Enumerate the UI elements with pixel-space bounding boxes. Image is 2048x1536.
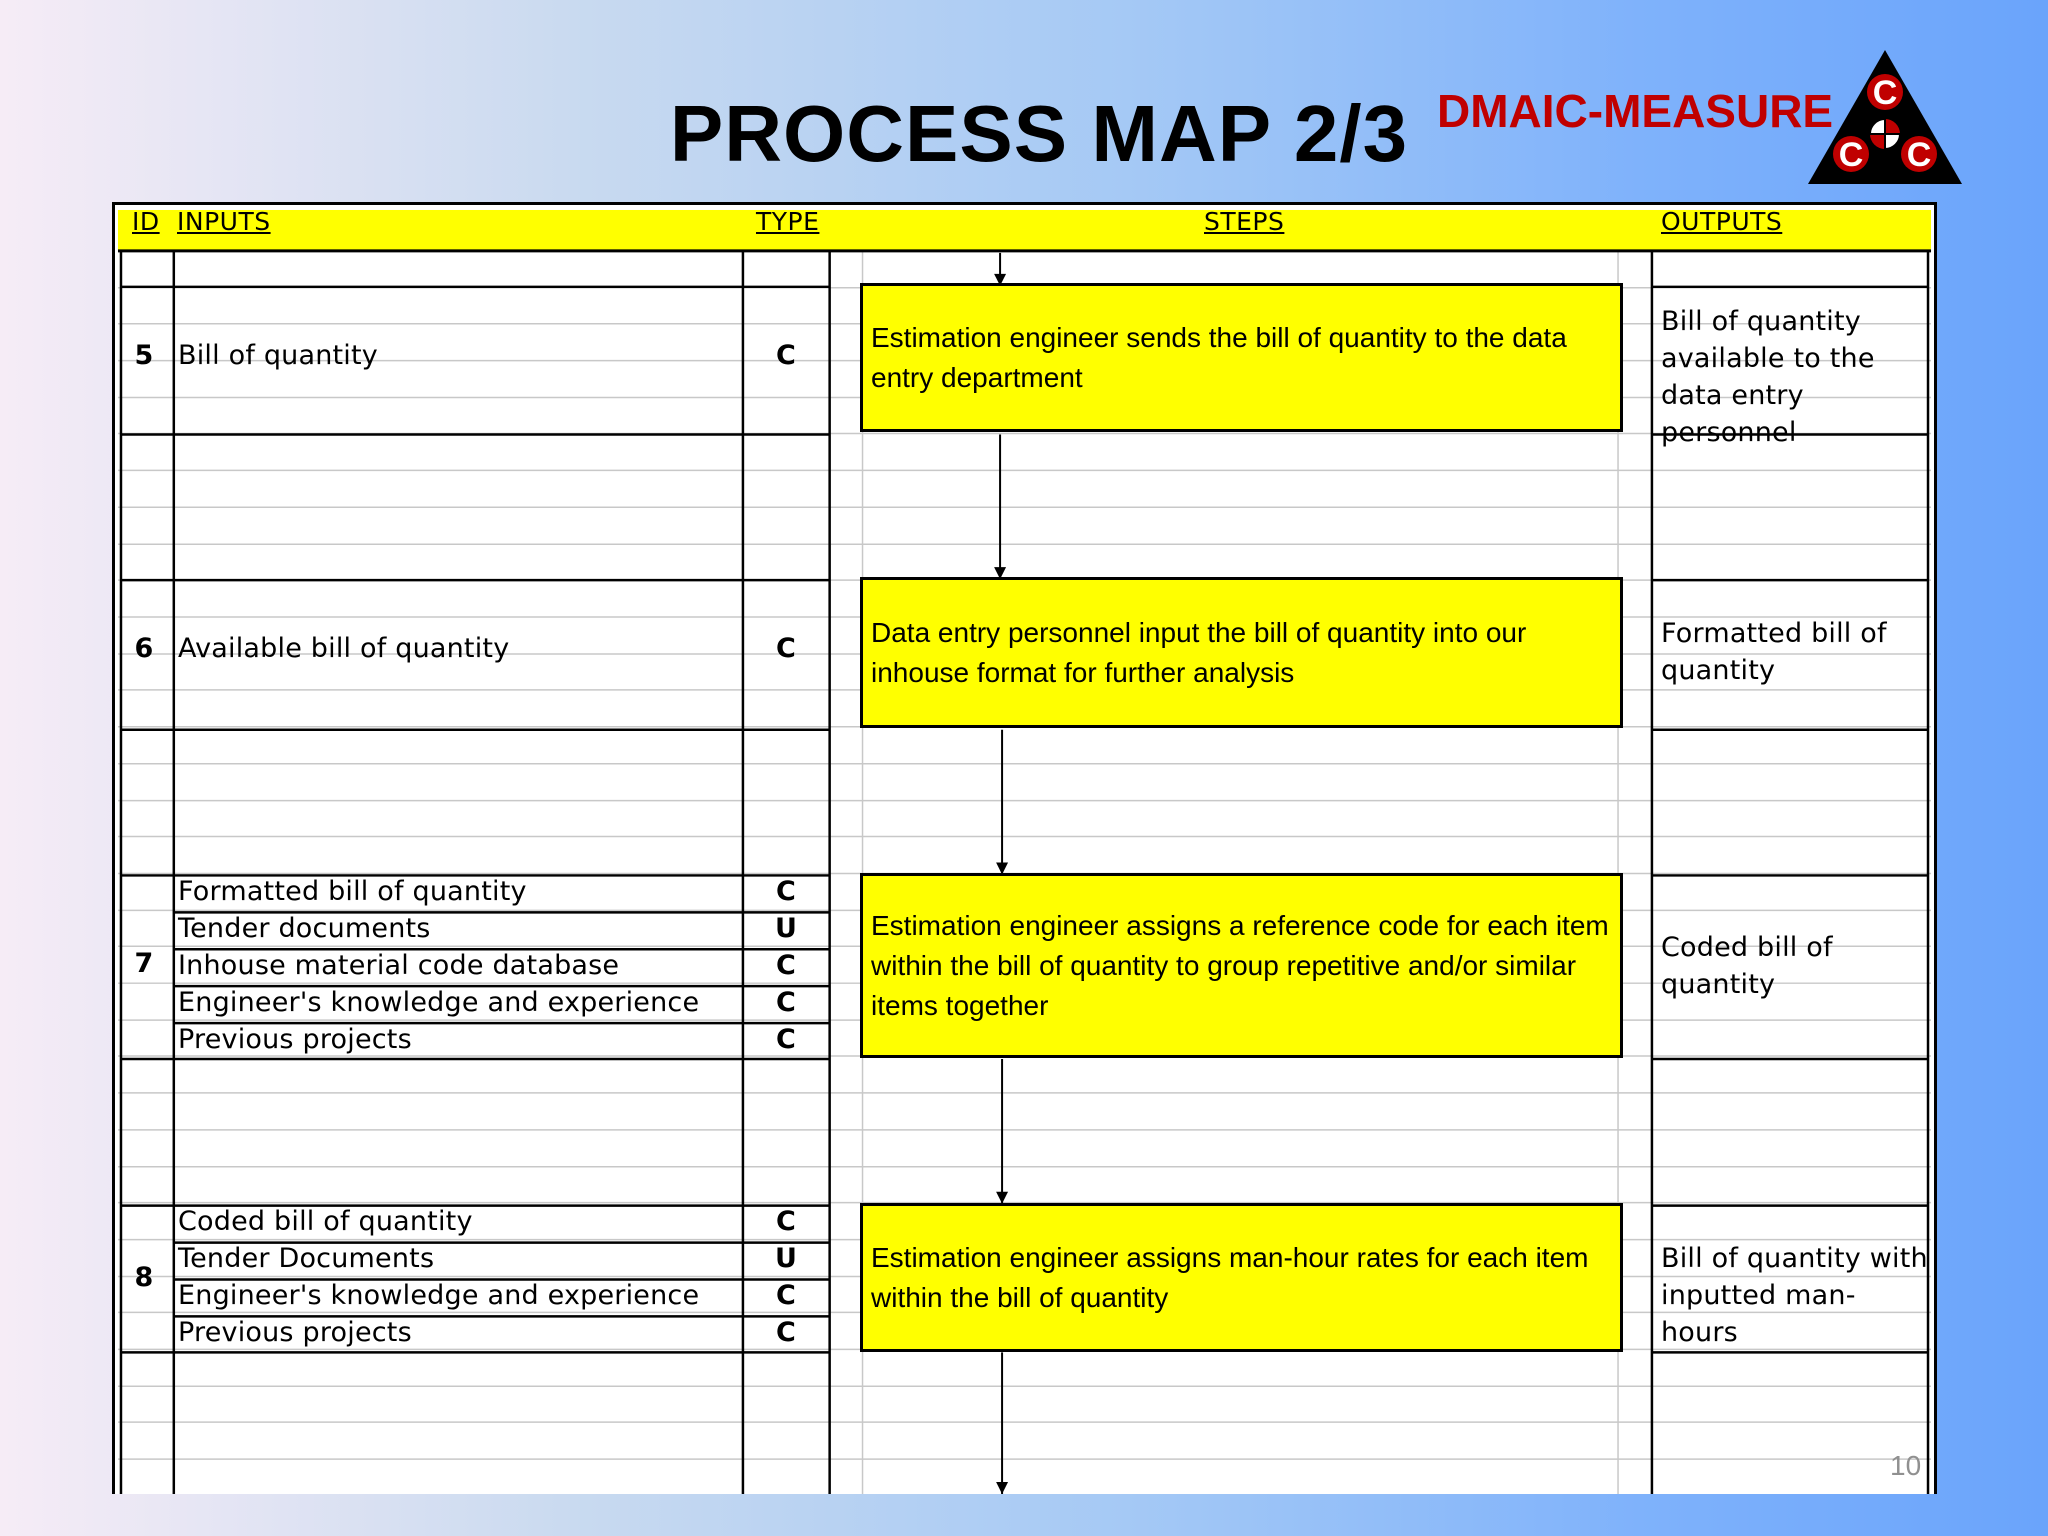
input-item: Previous projects	[178, 1024, 412, 1055]
input-type: U	[774, 913, 798, 944]
input-type: C	[775, 1280, 796, 1311]
row-id: 8	[134, 1262, 154, 1293]
svg-text:C: C	[1838, 136, 1864, 174]
input-item: Tender documents	[178, 913, 431, 944]
input-item: Coded bill of quantity	[178, 1206, 473, 1237]
input-item: Inhouse material code database	[178, 950, 620, 981]
step-output: Bill of quantity with inputted man-hours	[1661, 1243, 1928, 1348]
slide-subtitle: DMAIC-MEASURE	[1437, 85, 1834, 137]
row-id: 5	[134, 340, 154, 371]
header-inputs: INPUTS	[177, 207, 271, 236]
input-item: Previous projects	[178, 1317, 412, 1348]
input-type: C	[775, 987, 796, 1018]
process-step-box	[860, 283, 1623, 432]
svg-text:C: C	[1906, 136, 1932, 174]
input-item: Available bill of quantity	[178, 633, 510, 664]
input-type: C	[775, 633, 796, 664]
input-item: Bill of quantity	[178, 340, 378, 371]
step-output: Coded bill of quantity	[1661, 932, 1833, 1000]
input-type: C	[775, 876, 796, 907]
step-text: Estimation engineer assigns a reference code for each item within the bill of quantity to group repetitive and/or similar items together	[871, 909, 1609, 1021]
input-type: C	[775, 340, 796, 371]
input-item: Tender Documents	[178, 1243, 435, 1274]
company-logo	[1806, 48, 1964, 186]
header-id: ID	[132, 207, 160, 236]
input-item: Engineer's knowledge and experience	[178, 987, 700, 1018]
step-output: Bill of quantity available to the data entry personnel	[1661, 306, 1875, 448]
process-step-box	[860, 1203, 1623, 1352]
input-item: Formatted bill of quantity	[178, 876, 527, 907]
input-type: U	[774, 1243, 798, 1274]
header-band	[118, 210, 1931, 251]
process-step-box	[860, 577, 1623, 728]
header-steps: STEPS	[1204, 207, 1285, 236]
page-number: 10	[1890, 1450, 1922, 1481]
process-step-box	[860, 873, 1623, 1058]
header-outputs: OUTPUTS	[1661, 207, 1783, 236]
step-text: Estimation engineer sends the bill of quantity to the data entry department	[871, 321, 1567, 393]
arrow-head	[996, 1192, 1008, 1204]
input-type: C	[775, 950, 796, 981]
svg-text:C: C	[1872, 74, 1898, 112]
slide-title: PROCESS MAP 2/3	[669, 89, 1409, 178]
arrow-head	[996, 1482, 1008, 1494]
step-output: Formatted bill of quantity	[1661, 618, 1887, 686]
input-type: C	[775, 1024, 796, 1055]
input-type: C	[775, 1317, 796, 1348]
header-type: TYPE	[756, 207, 820, 236]
row-id: 7	[134, 948, 154, 979]
input-item: Engineer's knowledge and experience	[178, 1280, 700, 1311]
step-text: Data entry personnel input the bill of quantity into our inhouse format for further analysis	[871, 616, 1527, 688]
step-text: Estimation engineer assigns man-hour rates for each item within the bill of quantity	[871, 1241, 1589, 1313]
row-id: 6	[134, 633, 154, 664]
input-type: C	[775, 1206, 796, 1237]
